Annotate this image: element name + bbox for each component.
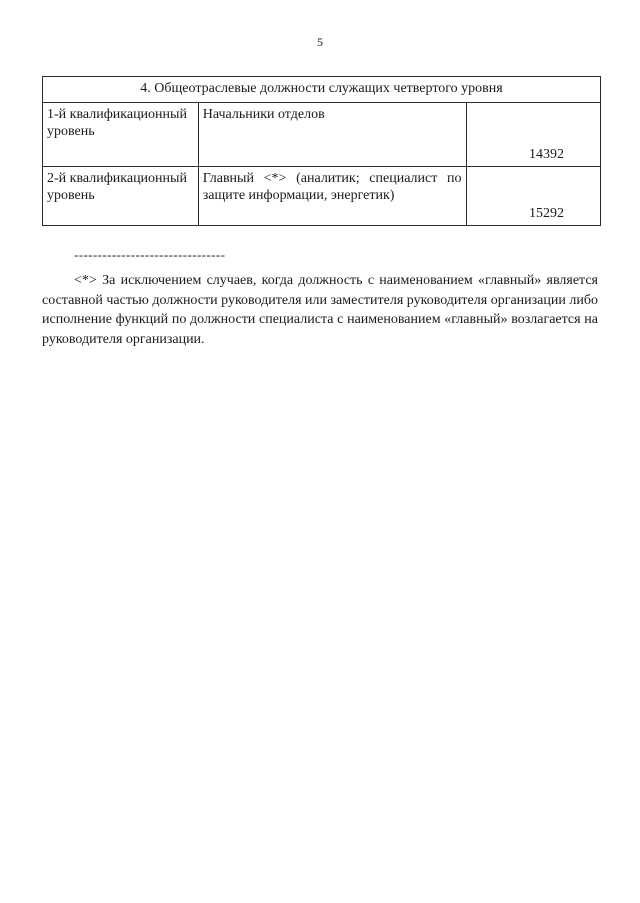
position-cell: Начальники отделов bbox=[198, 103, 466, 167]
salary-cell: 14392 bbox=[466, 103, 600, 167]
table-section-header-row bbox=[43, 77, 601, 103]
position-cell: Главный <*> (аналитик; специалист по защите информации, энергетик) bbox=[198, 167, 466, 226]
page-number: 5 bbox=[317, 35, 323, 49]
qualification-level-cell: 2-й квалификационный уровень bbox=[43, 167, 199, 226]
salary-table bbox=[42, 76, 601, 226]
salary-cell: 15292 bbox=[466, 167, 600, 226]
table-row bbox=[43, 103, 601, 167]
table-row bbox=[43, 167, 601, 226]
qualification-level-cell: 1-й квалификационный уровень bbox=[43, 103, 199, 167]
footnote-separator: -------------------------------- bbox=[74, 247, 226, 262]
footnote-text: <*> За исключением случаев, когда должность с наименованием «главный» является составной частью должности руководителя или заместителя руководителя организации либо исполнение функций по должности специалиста с наименованием «главный» возлагается на руководителя организации. bbox=[42, 273, 598, 347]
section-title: 4. Общеотраслевые должности служащих четвертого уровня bbox=[43, 77, 601, 103]
